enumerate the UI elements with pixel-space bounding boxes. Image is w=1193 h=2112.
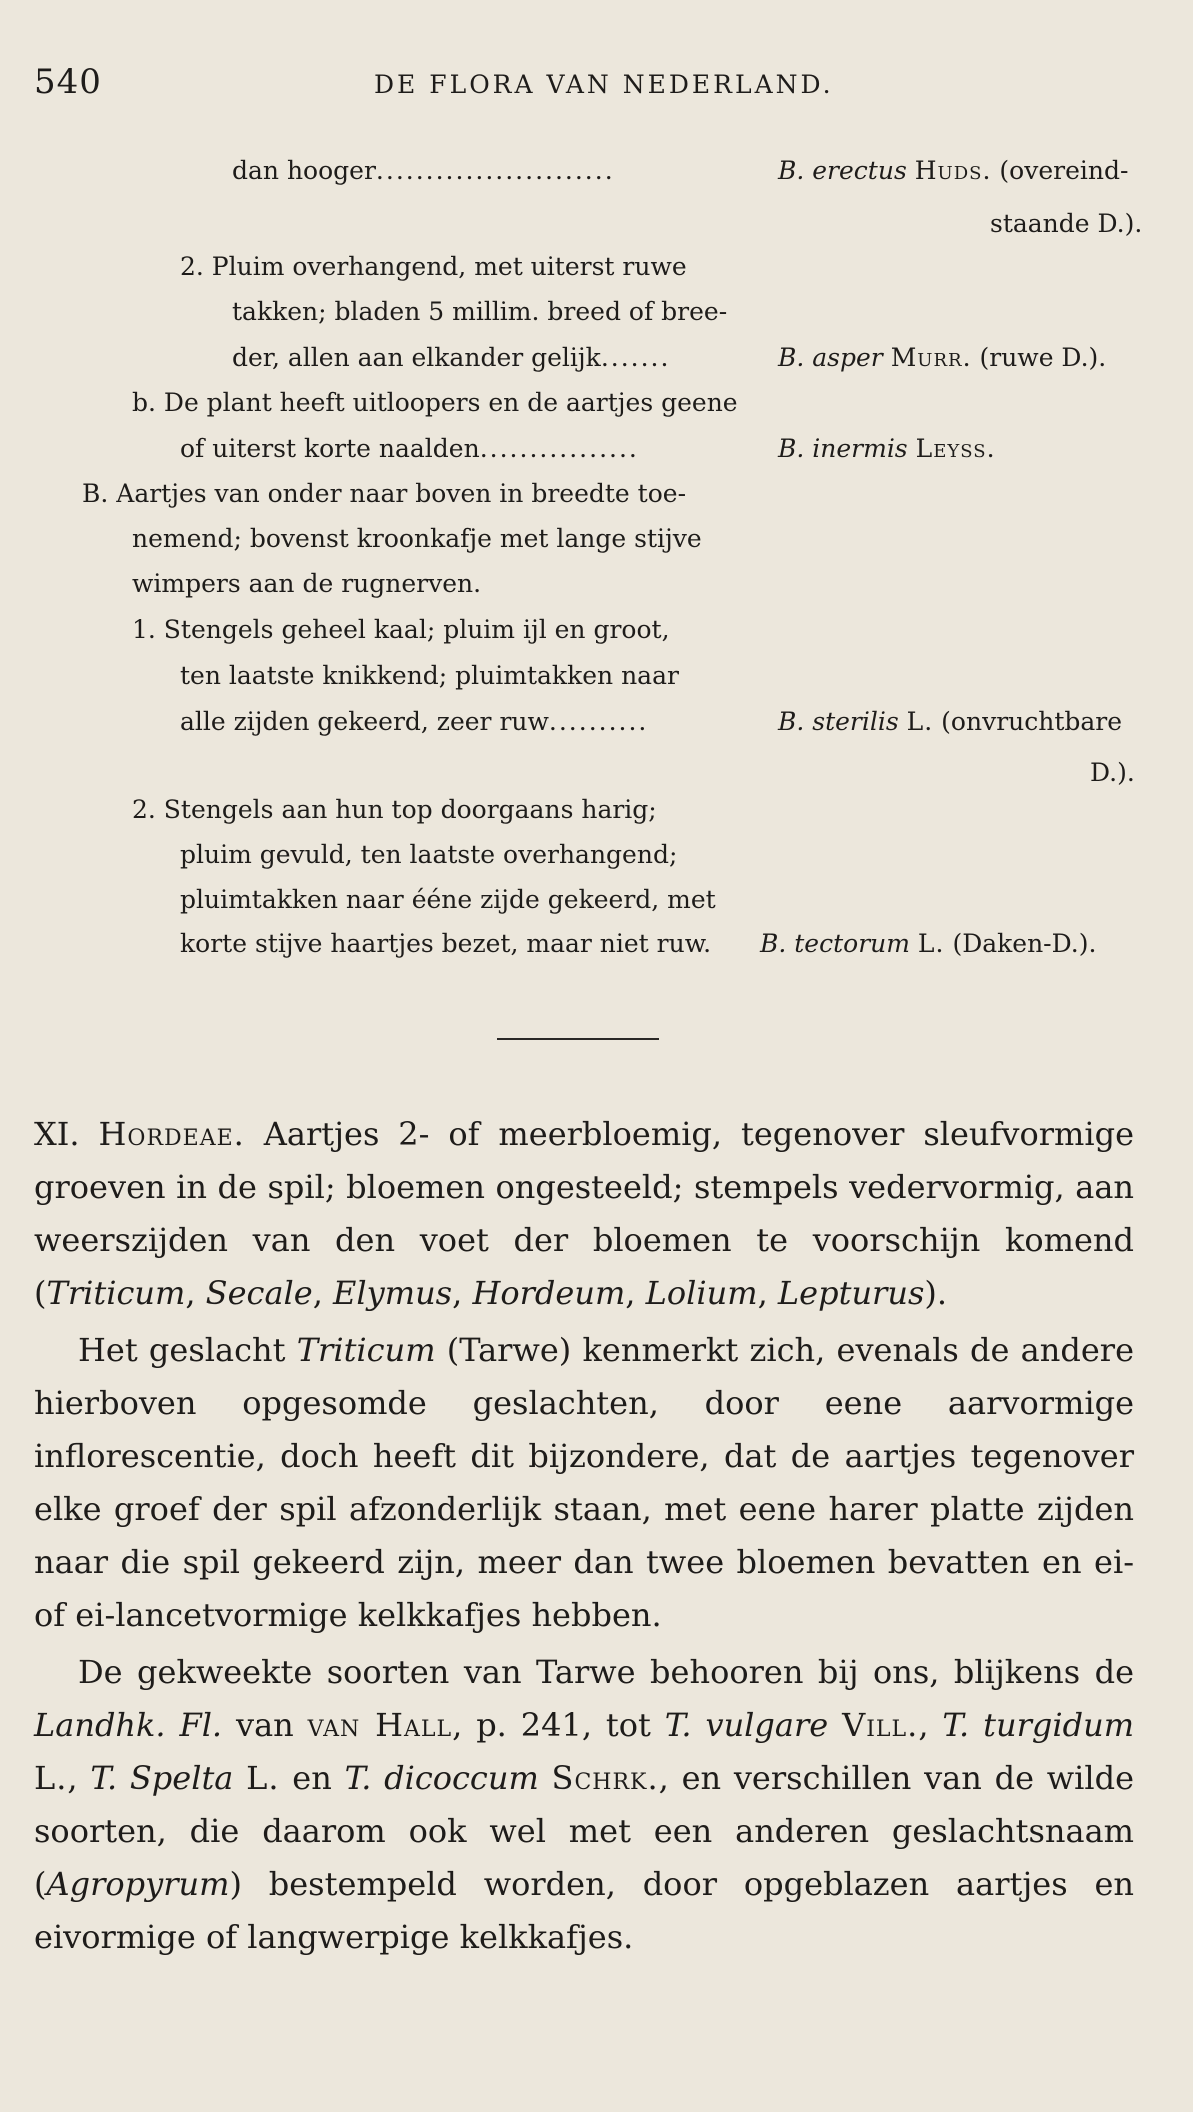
key-line: of uiterst korte naalden................ [180,434,639,463]
key-line: pluim gevuld, ten laatste overhangend; [180,840,678,869]
key-line [778,434,996,464]
author: Huds. [914,156,992,185]
genus-name: Elymus [333,1274,453,1312]
author: L. [246,1759,280,1797]
key-line [760,929,1096,959]
species-name: T. turgidum [942,1706,1135,1744]
key-line: dan hooger........................ [232,156,615,185]
species-name: B. tectorum [760,929,910,958]
key-line: wimpers aan de rugnerven. [132,569,482,598]
key-line: takken; bladen 5 millim. breed of bree- [232,297,728,326]
key-line: 2. Stengels aan hun top doorgaans harig; [132,795,657,824]
key-line: alle zijden gekeerd, zeer ruw.......... [180,707,649,736]
section-text [34,1108,1134,1964]
common-name: (Daken-D.). [952,929,1097,958]
species-name: B. asper [778,343,883,372]
common-name: (ruwe D.). [979,343,1107,372]
genus-name: Triticum [296,1331,436,1369]
section-divider [497,1038,659,1040]
common-name: (overeind- [999,156,1129,185]
key-line: pluimtakken naar ééne zijde gekeerd, met [180,885,716,914]
reference-title: Landhk. Fl. [34,1706,223,1744]
author: L. [906,707,934,736]
key-line: 2. Pluim overhangend, met uiterst ruwe [180,252,687,281]
author: L. [34,1759,68,1797]
genus-name: Agropyrum [46,1865,230,1903]
author: Leyss. [915,434,996,463]
key-line: staande D.). [990,209,1143,238]
author: Murr. [890,343,972,372]
species-name: B. inermis [778,434,908,463]
page-header [34,62,1159,102]
running-title: DE FLORA VAN NEDERLAND. [374,70,834,99]
tribe-name: Hordeae. [98,1115,245,1153]
genus-name: Secale [205,1274,313,1312]
key-line: nemend; bovenst kroonkafje met lange stijve [132,524,702,553]
key-line: B. Aartjes van onder naar boven in breedte toe- [82,479,687,508]
key-line: korte stijve haartjes bezet, maar niet ruw. [180,929,712,958]
genus-name: Hordeum [472,1274,626,1312]
common-name: (onvruchtbare [941,707,1123,736]
section-paragraph: XI. Hordeae. Aartjes 2- of meerbloemig, tegenover sleufvormige groeven in de spil; bloemen ongesteeld; stempels vedervormig, aan weerszijden van den voet der bloemen te voorschijn komend (Triticum, Secale, Elymus, Hordeum, Lolium, Lepturus). [34,1115,1135,1312]
key-line: ten laatste knikkend; pluimtakken naar [180,661,679,690]
key-line: 1. Stengels geheel kaal; pluim ijl en groot, [132,615,670,644]
species-name: T. dicoccum [344,1759,539,1797]
section-numeral: XI. [34,1115,80,1153]
author: van Hall [307,1706,453,1744]
key-line: D.). [1090,758,1135,787]
species-name: T. Spelta [90,1759,234,1797]
species-name: T. vulgare [664,1706,829,1744]
species-name: B. sterilis [778,707,899,736]
key-line: der, allen aan elkander gelijk....... [232,343,671,372]
genus-name: Triticum [46,1274,186,1312]
page-number: 540 [34,62,102,102]
key-line [778,707,1122,737]
species-name: B. erectus [778,156,907,185]
author: Vill. [842,1706,919,1744]
genus-name: Lolium [645,1274,758,1312]
body-paragraph: De gekweekte soorten van Tarwe behooren bij ons, blijkens de Landhk. Fl. van van Hall, p. 241, tot T. vulgare Vill., T. turgidum L., T. Spelta L. en T. dicoccum Schrk., en verschillen van de wilde soorten, die daarom ook wel met een anderen geslachtsnaam (Agropyrum) bestempeld worden, door opgeblazen aartjes en eivormige of langwerpige kelkkafjes. [34,1653,1135,1956]
key-line: b. De plant heeft uitloopers en de aartjes geene [132,388,738,417]
genus-name: Lepturus [777,1274,925,1312]
author: Schrk. [551,1759,659,1797]
author: L. [917,929,945,958]
key-line [778,156,1128,186]
body-paragraph: Het geslacht Triticum (Tarwe) kenmerkt zich, evenals de andere hierboven opgesomde geslachten, door eene aarvormige inflorescentie, doch heeft dit bijzondere, dat de aartjes tegenover elke groef der spil afzonderlijk staan, met eene harer platte zijden naar die spil gekeerd zijn, meer dan twee bloemen bevatten en ei- of ei-lancetvormige kelkkafjes hebben. [34,1331,1134,1634]
key-line [778,343,1106,373]
